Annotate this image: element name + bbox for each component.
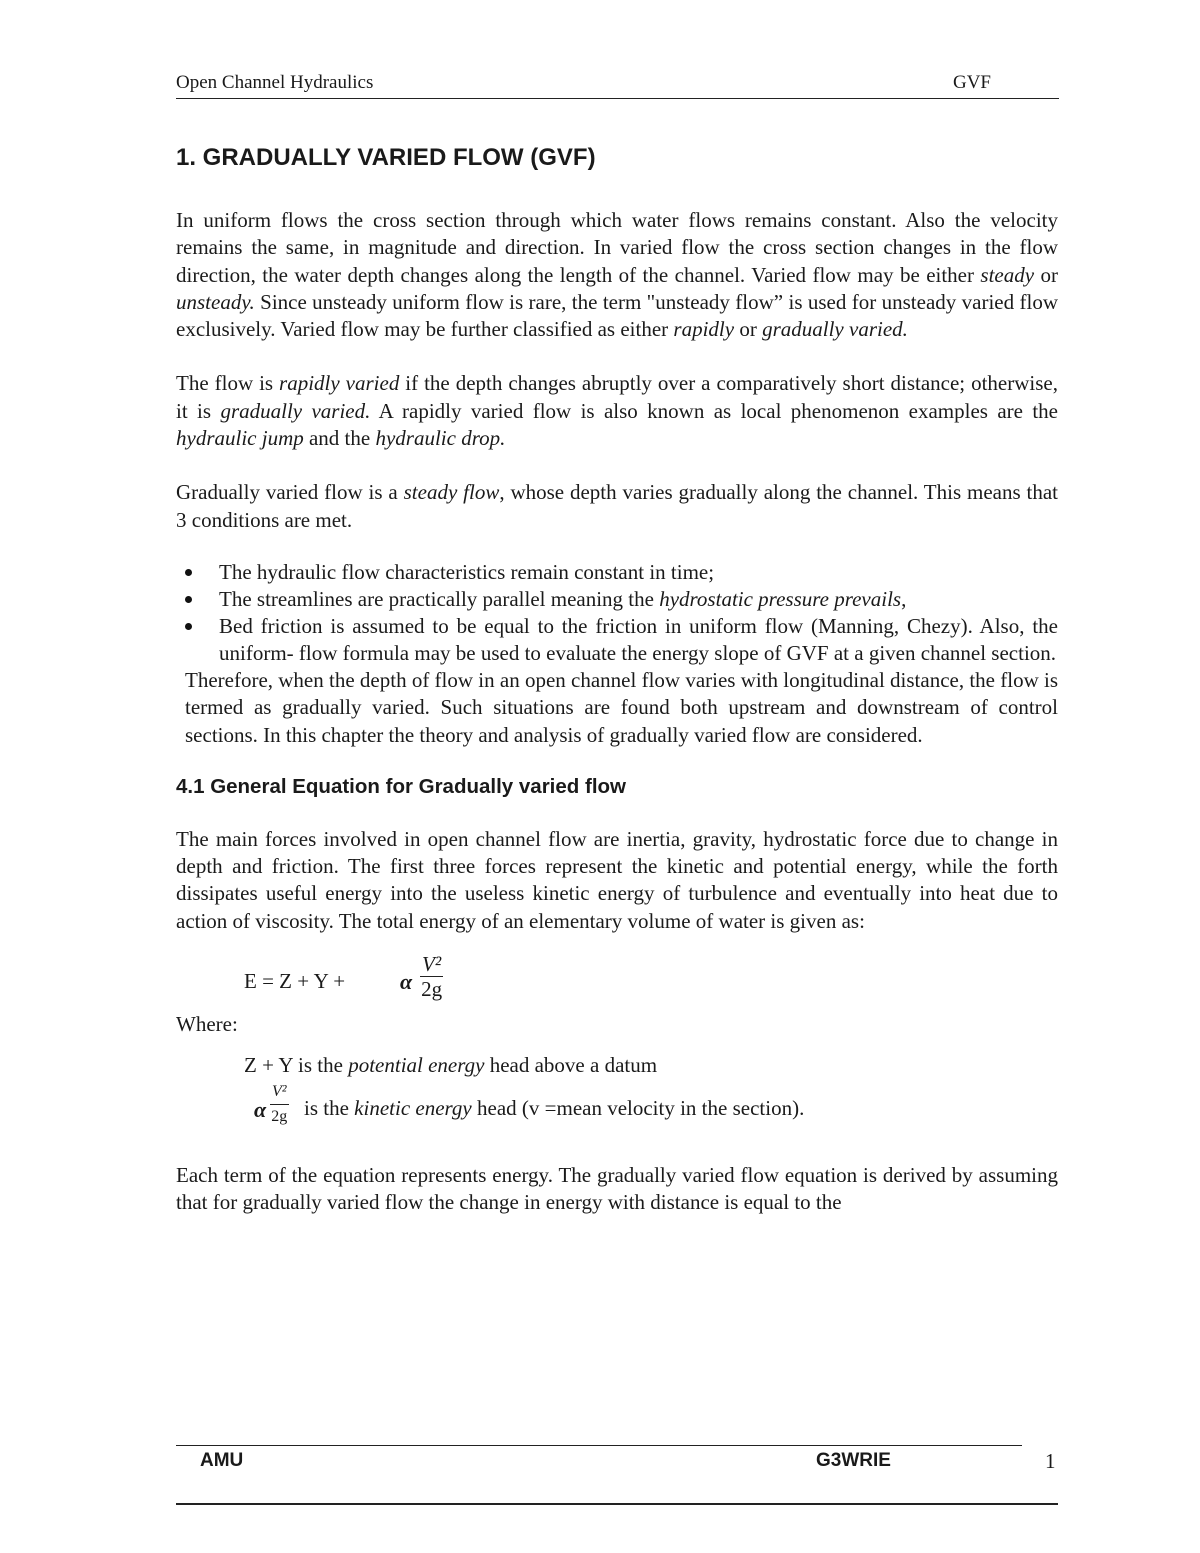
footer-institution: AMU	[200, 1450, 244, 1471]
header-title: Open Channel Hydraulics	[176, 72, 374, 93]
energy-equation: E = Z + Y + α $\frac{\text{V²}}{2g}$	[244, 952, 443, 1002]
bullet-icon	[185, 623, 192, 630]
where-label: Where:	[176, 1012, 238, 1037]
footer-rule	[176, 1503, 1058, 1505]
paragraph-intro: In uniform flows the cross section through which water flows remains constant. Also the velocity remains the same, in magnitude and direction. In varied flow the cross section changes in the flow direction, the water depth changes along the length of the channel. Varied flow may be either steady or unsteady. Since unsteady uniform flow is rare, the term "unsteady flow” is used for unsteady varied flow exclusively. Varied flow may be further classified as either rapidly or gradually varied.	[176, 208, 1058, 342]
header-tag: GVF	[952, 72, 991, 93]
page-header	[176, 70, 1059, 99]
list-item: Bed friction is assumed to be equal to the friction in uniform flow (Manning, Chezy). Also, the uniform- flow formula may be used to evaluate the energy slope of GVF at a given channel section.	[176, 613, 1058, 667]
footer-course: G3WRIE	[816, 1450, 891, 1471]
conditions-list	[176, 559, 1058, 667]
paragraph-forces: The main forces involved in open channel flow are inertia, gravity, hydrostatic force due to change in depth and friction. The first three forces represent the kinetic and potential energy, while the forth dissipates useful energy into the useless kinetic energy of turbulence and eventually into heat due to action of viscosity. The total energy of an elementary volume of water is given as:	[176, 826, 1058, 933]
page-footer	[176, 1445, 1022, 1471]
paragraph-derivation: Each term of the equation represents energy. The gradually varied flow equation is derived by assuming that for gradually varied flow the change in energy with distance is equal to the	[176, 1162, 1058, 1214]
list-item: The streamlines are practically parallel meaning the hydrostatic pressure prevails,	[176, 586, 1058, 613]
bullet-icon	[185, 569, 192, 576]
chapter-title: 1. GRADUALLY VARIED FLOW (GVF)	[176, 144, 596, 171]
section-heading: 4.1 General Equation for Gradually varied flow	[176, 774, 626, 798]
paragraph-gvf-definition: Gradually varied flow is a steady flow, whose depth varies gradually along the channel. This means that 3 conditions are met.	[176, 480, 1058, 532]
paragraph-therefore: Therefore, when the depth of flow in an open channel flow varies with longitudinal distance, the flow is termed as gradually varied. Such situations are found both upstream and downstream of control sections. In this chapter the theory and analysis of gradually varied flow are considered.	[185, 667, 1058, 747]
definition-potential: Z + Y is the potential energy head above a datum	[244, 1053, 658, 1078]
definition-kinetic: α $\frac{\text{V²}}{2g}$ is the kinetic energy head (v =mean velocity in the section).	[176, 1080, 1058, 1138]
paragraph-rapidly-varied: The flow is rapidly varied if the depth changes abruptly over a comparatively short distance; otherwise, it is gradually varied. A rapidly varied flow is also known as local phenomenon examples are the hydraulic jump and the hydraulic drop.	[176, 371, 1058, 451]
list-item: The hydraulic flow characteristics remain constant in time;	[176, 559, 1058, 586]
page-content	[176, 140, 1058, 1216]
page-number: 1	[1045, 1449, 1056, 1473]
velocity-head-fraction: $\frac{\text{V²}}{2g}$	[421, 952, 443, 1002]
bullet-icon	[185, 596, 192, 603]
